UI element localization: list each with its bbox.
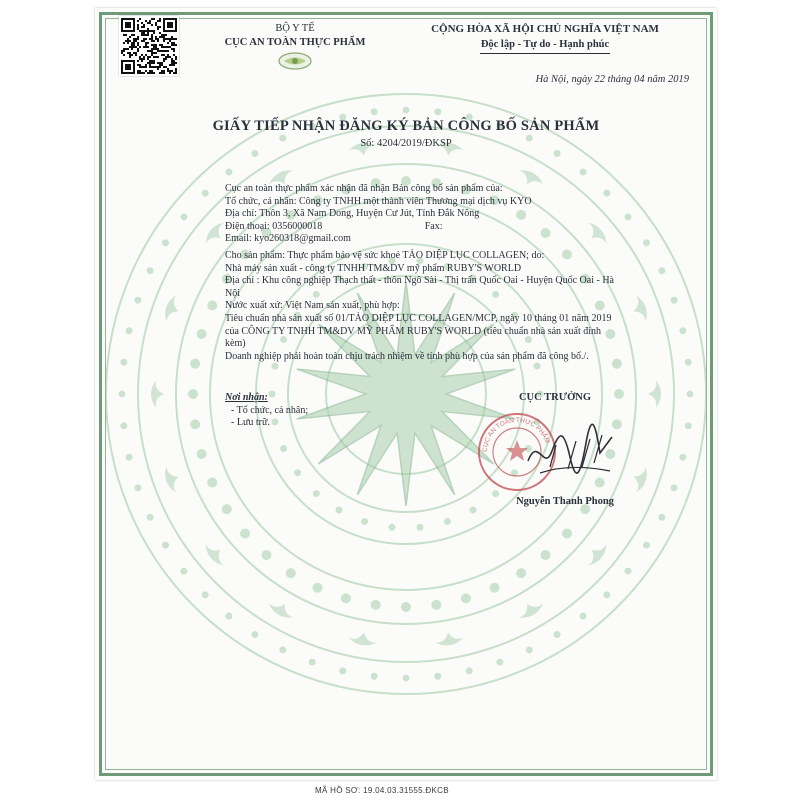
- handwritten-signature-icon: [520, 423, 620, 483]
- body-line: Tổ chức, cá nhân: Công ty TNHH một thành viên Thương mại dịch vụ KYO: [225, 195, 532, 207]
- issue-date: Hà Nội, ngày 22 tháng 04 năm 2019: [535, 74, 689, 85]
- motto-underline: [480, 53, 610, 54]
- national-motto: Độc lập - Tự do - Hạnh phúc: [480, 39, 610, 50]
- certificate-document: [95, 8, 717, 780]
- ministry-name: BỘ Y TẾ: [275, 23, 315, 34]
- body-line: Nhà máy sản xuất - công ty TNHH TM&DV mỹ phẩm RUBY'S WORLD: [225, 262, 522, 274]
- country-name: CỘNG HÒA XÃ HỘI CHỦ NGHĨA VIỆT NAM: [431, 23, 659, 35]
- body-line: Địa chỉ: Thôn 3, Xã Nam Dong, Huyện Cư Jút, Tỉnh Đắk Nông: [225, 208, 480, 220]
- document-number: Số: 4204/2019/ĐKSP: [360, 138, 452, 149]
- document-title: GIẤY TIẾP NHẬN ĐĂNG KÝ BẢN CÔNG BỐ SẢN PHẨM: [212, 118, 600, 134]
- body-line: Email: kyo260318@gmail.com: [225, 233, 351, 245]
- recipients-block: [225, 392, 308, 430]
- signer-name: Nguyễn Thanh Phong: [516, 496, 614, 507]
- body-line: Cho sản phẩm: Thực phẩm bảo vệ sức khoẻ TẢO DIỆP LỤC COLLAGEN; do:: [225, 249, 545, 261]
- recipient-item: - Tổ chức, cá nhân;: [231, 404, 309, 416]
- body-line: Doanh nghiệp phải hoàn toàn chịu trách nhiệm về tính phù hợp của sản phẩm đã công bố./.: [225, 350, 589, 362]
- recipients-label: Nơi nhận:: [225, 392, 268, 403]
- body-line: Nước xuất xứ: Việt Nam sản xuất, phù hợp:: [225, 300, 400, 312]
- state-header: [395, 22, 695, 54]
- qr-code-icon: [119, 16, 179, 76]
- signer-title: CỤC TRƯỞNG: [518, 392, 592, 403]
- body-line: Địa chỉ : Khu công nghiệp Thạch thất - thôn Ngô Sài - Thị trấn Quốc Oai - Huyện Quốc Oai - Hà Nội: [225, 275, 614, 299]
- dossier-code: MÃ HỒ SƠ: 19.04.03.31555.ĐKCB: [315, 786, 449, 795]
- body-line: Tiêu chuẩn nhà sản xuất số 01/TẢO DIỆP LỤC COLLAGEN/MCP, ngày 10 tháng 01 năm 2019 của CÔNG TY TNHH TM&DV MỸ PHẨM RUBY'S WORLD (tiêu chuẩn nhà sản xuất đính kèm): [225, 312, 612, 350]
- issuer-header: [207, 22, 383, 70]
- document-body: [225, 183, 617, 363]
- agency-logo-icon: [278, 52, 312, 70]
- agency-name: CỤC AN TOÀN THỰC PHẨM: [224, 37, 366, 48]
- svg-text:CỤC AN TOÀN THỰC PHẨM: CỤC AN TOÀN THỰC PHẨM: [481, 416, 551, 453]
- body-line: Điện thoại: 0356000018 Fax:: [225, 220, 443, 232]
- body-line: Cục an toàn thực phẩm xác nhận đã nhận Bản công bố sản phẩm của:: [225, 183, 503, 194]
- recipient-item: - Lưu trữ.: [231, 417, 270, 429]
